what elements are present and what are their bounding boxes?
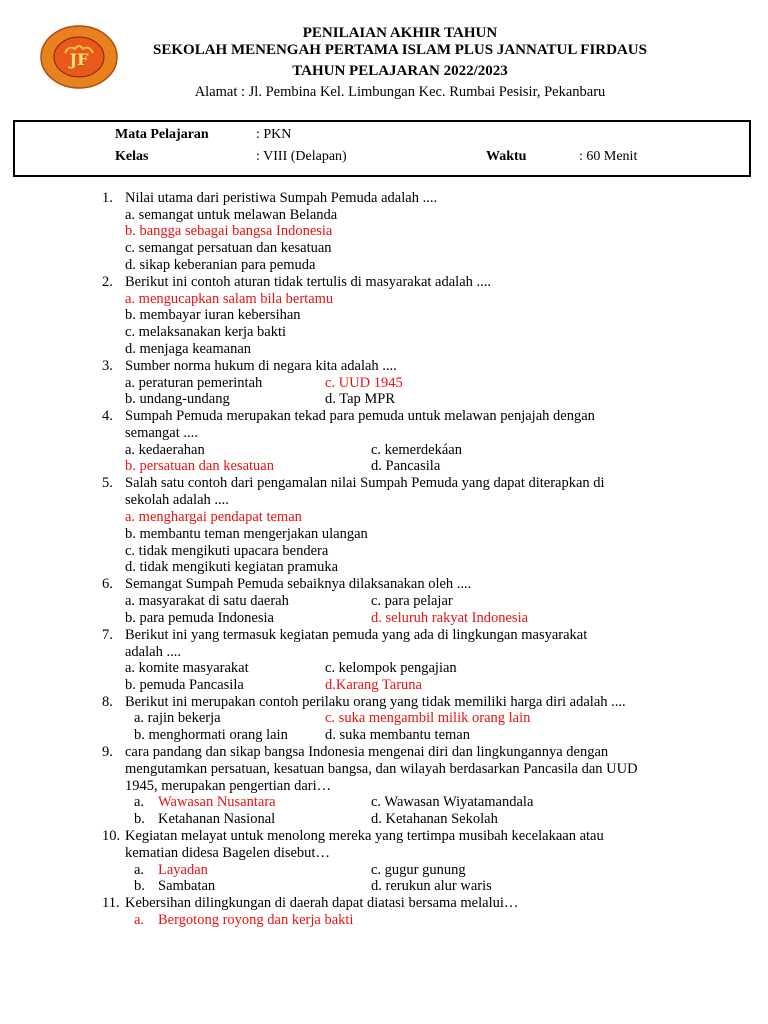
option-d: d. suka membantu teman bbox=[325, 727, 470, 743]
option-a: a. kedaerahan bbox=[125, 442, 205, 458]
option-b: b. menghormati orang lain bbox=[134, 727, 288, 743]
class-label: Kelas bbox=[115, 149, 149, 164]
question-number: 5. bbox=[102, 475, 113, 491]
time-value: : 60 Menit bbox=[579, 149, 638, 164]
question-text: Kegiatan melayat untuk menolong mereka yang tertimpa musibah kecelakaan atau bbox=[125, 828, 604, 844]
option-c: c. kelompok pengajian bbox=[325, 660, 457, 676]
question-text: Berikut ini merupakan contoh perilaku orang yang tidak memiliki harga diri adalah .... bbox=[125, 694, 626, 710]
option-d: d. menjaga keamanan bbox=[125, 341, 252, 357]
option-c: c. Wawasan Wiyatamandala bbox=[371, 794, 534, 810]
question-text-cont: sekolah adalah .... bbox=[125, 492, 229, 508]
question-text: cara pandang dan sikap bangsa Indonesia mengenai diri dan lingkungannya dengan bbox=[125, 744, 609, 760]
school-address: Alamat : Jl. Pembina Kel. Limbungan Kec. Rumbai Pesisir, Pekanbaru bbox=[194, 84, 606, 100]
question-text: Berikut ini yang termasuk kegiatan pemuda yang ada di lingkungan masyarakat bbox=[125, 627, 588, 643]
exam-info-box bbox=[13, 120, 751, 177]
question-text: Nilai utama dari peristiwa Sumpah Pemuda adalah .... bbox=[125, 190, 438, 206]
option-b: Ketahanan Nasional bbox=[158, 811, 276, 827]
subject-label: Mata Pelajaran bbox=[115, 127, 209, 142]
question-number: 10. bbox=[102, 828, 121, 844]
option-b-letter: b. bbox=[134, 811, 145, 827]
option-d: d. Tap MPR bbox=[325, 391, 396, 407]
option-c: c. gugur gunung bbox=[371, 862, 466, 878]
option-d: d. Pancasila bbox=[371, 458, 441, 474]
exam-title: PENILAIAN AKHIR TAHUN bbox=[302, 25, 498, 41]
question-text-cont: adalah .... bbox=[125, 644, 181, 660]
question-number: 3. bbox=[102, 358, 113, 374]
logo-center-text: JF bbox=[69, 50, 89, 69]
option-c: c. tidak mengikuti upacara bendera bbox=[125, 543, 329, 559]
option-d: d. rerukun alur waris bbox=[371, 878, 492, 894]
option-a: a. komite masyarakat bbox=[125, 660, 249, 676]
option-d-answer: d. seluruh rakyat Indonesia bbox=[371, 610, 529, 626]
question-text-cont: 1945, merupakan pengertian dari… bbox=[125, 778, 332, 794]
question-text-cont: mengutamkan persatuan, kesatuan bangsa, dan wilayah berdasarkan Pancasila dan UUD bbox=[125, 761, 638, 777]
option-a-answer: Layadan bbox=[158, 862, 208, 878]
question-number: 8. bbox=[102, 694, 113, 710]
option-b-answer: b. persatuan dan kesatuan bbox=[125, 458, 274, 474]
option-a-answer: a. mengucapkan salam bila bertamu bbox=[125, 291, 334, 307]
option-a-answer: Wawasan Nusantara bbox=[158, 794, 276, 810]
option-c-answer: c. UUD 1945 bbox=[325, 375, 403, 391]
option-b: b. para pemuda Indonesia bbox=[125, 610, 274, 626]
school-name: SEKOLAH MENENGAH PERTAMA ISLAM PLUS JANNATUL FIRDAUS bbox=[153, 42, 647, 58]
option-a-letter: a. bbox=[134, 912, 145, 928]
option-b-answer: b. bangga sebagai bangsa Indonesia bbox=[125, 223, 333, 239]
question-number: 2. bbox=[102, 274, 113, 290]
question-number: 4. bbox=[102, 408, 113, 424]
question-number: 7. bbox=[102, 627, 113, 643]
option-b: b. membantu teman mengerjakan ulangan bbox=[125, 526, 368, 542]
time-label: Waktu bbox=[486, 149, 527, 164]
option-a-answer: Bergotong royong dan kerja bakti bbox=[158, 912, 354, 928]
option-b: b. undang-undang bbox=[125, 391, 230, 407]
option-d: d. Ketahanan Sekolah bbox=[371, 811, 498, 827]
option-a-letter: a. bbox=[134, 794, 145, 810]
subject-value: : PKN bbox=[256, 127, 292, 142]
option-c: c. kemerdekáan bbox=[371, 442, 462, 458]
question-text: Semangat Sumpah Pemuda sebaiknya dilaksanakan oleh .... bbox=[125, 576, 472, 592]
question-number: 11. bbox=[102, 895, 120, 911]
option-a-answer: a. menghargai pendapat teman bbox=[125, 509, 302, 525]
option-b: b. membayar iuran kebersihan bbox=[125, 307, 301, 323]
question-text-cont: kematian didesa Bagelen disebut… bbox=[125, 845, 330, 861]
option-c-answer: c. suka mengambil milik orang lain bbox=[325, 710, 531, 726]
question-text: Sumpah Pemuda merupakan tekad para pemuda untuk melawan penjajah dengan bbox=[125, 408, 595, 424]
question-text: Kebersihan dilingkungan di daerah dapat diatasi bersama melalui… bbox=[125, 895, 519, 911]
question-text: Sumber norma hukum di negara kita adalah .... bbox=[125, 358, 397, 374]
option-b: b. pemuda Pancasila bbox=[125, 677, 244, 693]
question-number: 1. bbox=[102, 190, 113, 206]
question-text: Berikut ini contoh aturan tidak tertulis di masyarakat adalah .... bbox=[125, 274, 492, 290]
question-number: 9. bbox=[102, 744, 113, 760]
option-d: d. sikap keberanian para pemuda bbox=[125, 257, 316, 273]
option-d-answer: d.Karang Taruna bbox=[325, 677, 422, 693]
question-text: Salah satu contoh dari pengamalan nilai Sumpah Pemuda yang dapat diterapkan di bbox=[125, 475, 605, 491]
option-b: Sambatan bbox=[158, 878, 216, 894]
option-b-letter: b. bbox=[134, 878, 145, 894]
class-value: : VIII (Delapan) bbox=[256, 149, 347, 164]
option-a: a. masyarakat di satu daerah bbox=[125, 593, 289, 609]
option-c: c. melaksanakan kerja bakti bbox=[125, 324, 287, 340]
option-a-letter: a. bbox=[134, 862, 145, 878]
school-logo bbox=[39, 25, 119, 89]
question-text-cont: semangat .... bbox=[125, 425, 198, 441]
option-c: c. semangat persatuan dan kesatuan bbox=[125, 240, 332, 256]
option-a: a. rajin bekerja bbox=[134, 710, 221, 726]
option-d: d. tidak mengikuti kegiatan pramuka bbox=[125, 559, 339, 575]
question-number: 6. bbox=[102, 576, 113, 592]
option-a: a. semangat untuk melawan Belanda bbox=[125, 207, 338, 223]
option-a: a. peraturan pemerintah bbox=[125, 375, 263, 391]
academic-year: TAHUN PELAJARAN 2022/2023 bbox=[292, 63, 508, 79]
option-c: c. para pelajar bbox=[371, 593, 453, 609]
